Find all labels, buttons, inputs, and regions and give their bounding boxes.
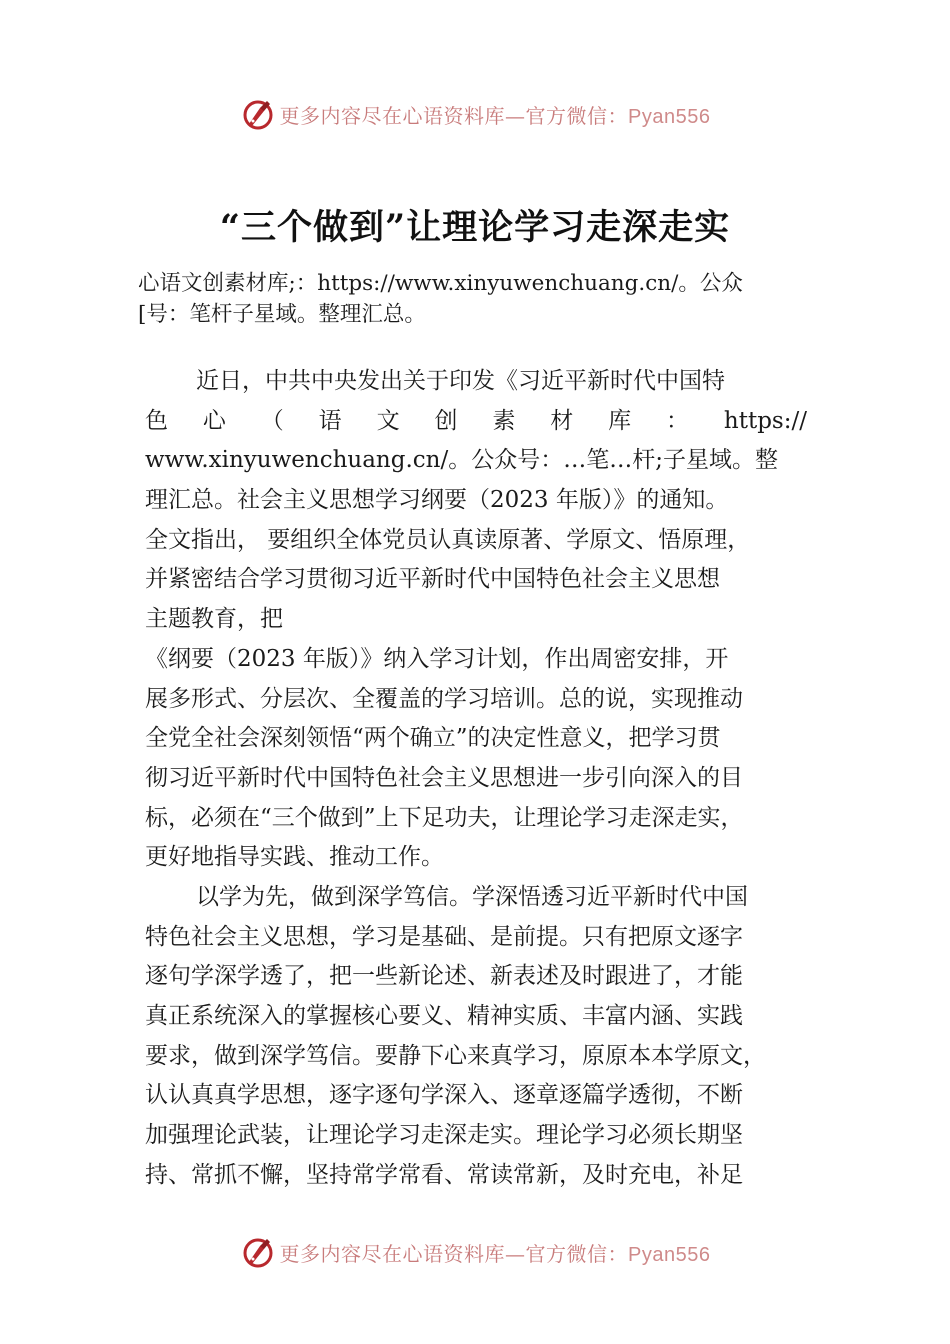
body-line: 逐句学深学透了，把一些新论述、新表述及时跟进了，才能 <box>145 963 743 990</box>
source-line: [号：笔杆子星域。整理汇总。 <box>138 302 426 327</box>
body-line: 主题教育，把 <box>145 606 283 633</box>
body-line: 要求，做到深学笃信。要静下心来真学习，原原本本学原文， <box>145 1042 766 1069</box>
body-line: 特色社会主义思想，学习是基础、是前提。只有把原文逐字 <box>145 923 743 950</box>
body-line: 认认真真学思想，逐字逐句学深入、逐章逐篇学透彻，不断 <box>145 1082 743 1109</box>
banner-wechat-id: Pyan556 <box>628 105 711 128</box>
body-line: 近日，中共中央发出关于印发《习近平新时代中国特 <box>196 368 725 394</box>
justified-char: ： <box>666 407 690 434</box>
body-line-justified <box>145 402 807 442</box>
banner-text: 更多内容尽在心语资料库—官方微信： <box>279 103 629 128</box>
justified-char: 心 <box>202 407 226 434</box>
body-line: 标，必须在“三个做到”上下足功夫，让理论学习走深走实， <box>145 804 744 831</box>
body-line: 展多形式、分层次、全覆盖的学习培训。总的说，实现推动 <box>145 685 743 712</box>
body-line: 持、常抓不懈，坚持常学常看、常读常新，及时充电，补足 <box>145 1161 743 1188</box>
justified-char: 材 <box>550 407 574 434</box>
document-title: “三个做到”让理论学习走深走实 <box>219 207 731 248</box>
body-line: 更好地指导实践、推动工作。 <box>145 844 444 871</box>
justified-char: 色 <box>145 407 168 434</box>
justified-char: 库 <box>608 407 632 434</box>
body-line: 全文指出， 要组织全体党员认真读原著、学原文、悟原理， <box>145 526 751 553</box>
body-line: 《纲要（2023 年版）》纳入学习计划，作出周密安排，开 <box>145 645 729 672</box>
justified-char: 素 <box>492 407 516 434</box>
body-line: 彻习近平新时代中国特色社会主义思想进一步引向深入的目 <box>145 764 743 791</box>
body-line: www.xinyuwenchuang.cn/。公众号：…笔…杆;子星域。整 <box>145 447 778 474</box>
body-line: 真正系统深入的掌握核心要义、精神实质、丰富内涵、实践 <box>145 1003 743 1029</box>
body-line: 并紧密结合学习贯彻习近平新时代中国特色社会主义思想 <box>145 566 720 593</box>
justified-char: （ <box>260 407 284 434</box>
banner-wechat-id: Pyan556 <box>628 1243 711 1266</box>
body-line: 加强理论武装，让理论学习走深走实。理论学习必须长期坚 <box>145 1122 743 1149</box>
header-banner <box>0 94 950 134</box>
pen-logo-icon <box>240 1234 276 1270</box>
body-line: 理汇总。社会主义思想学习纲要（2023 年版）》的通知。 <box>145 487 729 514</box>
source-note <box>138 268 818 330</box>
justified-char: 语 <box>318 407 342 434</box>
pen-logo-icon <box>240 96 276 132</box>
source-line: 心语文创素材库;：https://www.xinyuwenchuang.cn/。公众 <box>138 271 743 296</box>
body-line: 以学为先，做到深学笃信。学深悟透习近平新时代中国 <box>196 883 748 910</box>
footer-banner <box>0 1232 950 1272</box>
body-line: 全党全社会深刻领悟“两个确立”的决定性意义，把学习贯 <box>145 725 721 752</box>
justified-char: 文 <box>376 407 400 434</box>
justified-char: https:// <box>723 407 807 434</box>
document-body <box>145 362 807 1195</box>
banner-text: 更多内容尽在心语资料库—官方微信： <box>279 1241 629 1266</box>
justified-char: 创 <box>434 407 458 434</box>
